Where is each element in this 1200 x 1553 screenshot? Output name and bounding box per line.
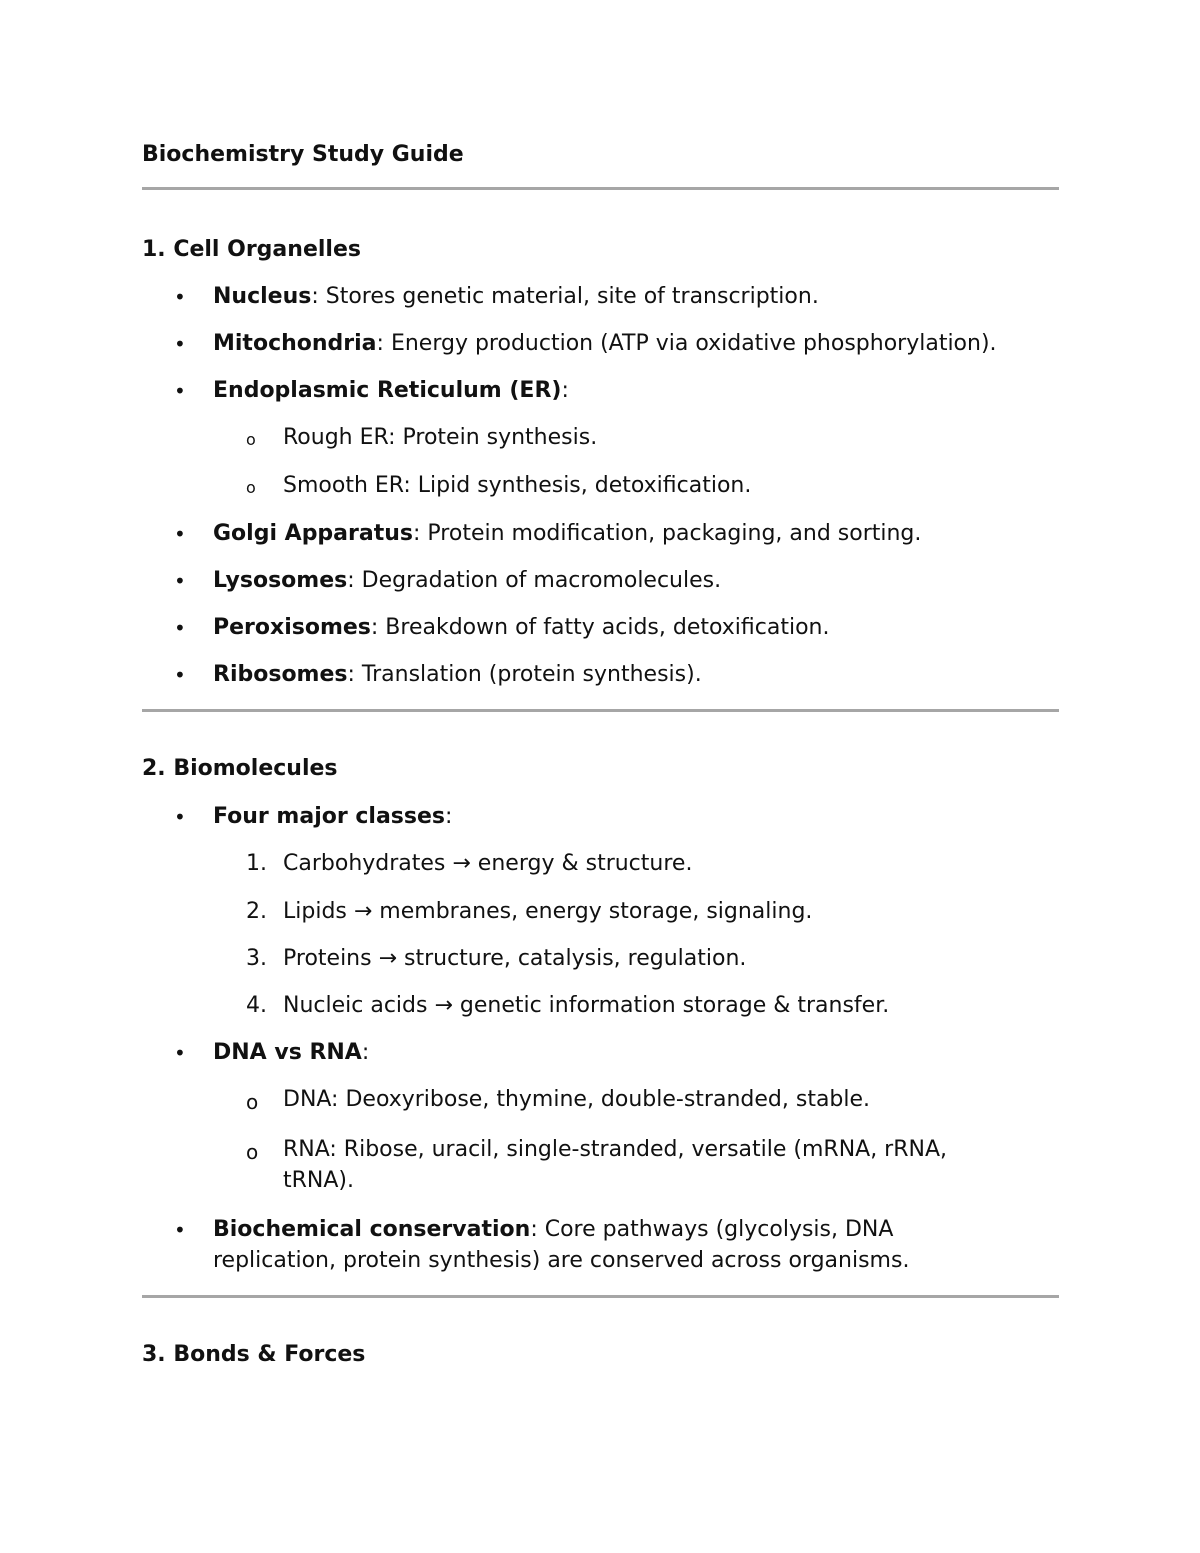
list-item-continued: replication, protein synthesis) are conserved across organisms.: [213, 1248, 910, 1273]
bullet-icon: •: [174, 616, 186, 640]
item-desc: Degradation of macromolecules.: [354, 568, 722, 593]
list-item: [213, 329, 997, 359]
bullet-icon: •: [174, 569, 186, 593]
list-item: [213, 802, 452, 832]
bullet-icon: •: [174, 379, 186, 403]
item-sep: :: [347, 568, 355, 593]
item-term: Biochemical conservation: [213, 1217, 531, 1242]
item-sep: :: [370, 615, 379, 640]
horizontal-rule: [142, 709, 1059, 712]
list-number: 1.: [246, 851, 267, 876]
item-sep: :: [445, 804, 453, 829]
horizontal-rule: [142, 1295, 1059, 1298]
bullet-icon: •: [174, 522, 186, 546]
item-desc: Core pathways (glycolysis, DNA: [537, 1217, 894, 1242]
list-item: [213, 660, 702, 690]
bullet-icon: •: [174, 805, 186, 829]
item-term: Ribosomes: [213, 662, 348, 687]
document-title: Biochemistry Study Guide: [142, 142, 464, 167]
numbered-item: Carbohydrates → energy & structure.: [283, 851, 693, 876]
item-term: Peroxisomes: [213, 615, 371, 640]
list-number: 4.: [246, 993, 267, 1018]
item-desc: Protein modification, packaging, and sorting.: [420, 521, 922, 546]
item-sep: :: [311, 284, 319, 309]
list-item: [213, 519, 921, 549]
item-sep: :: [561, 378, 569, 403]
list-number: 2.: [246, 899, 267, 924]
list-item: [213, 282, 819, 312]
list-item: [213, 1038, 369, 1068]
item-term: Four major classes: [213, 804, 445, 829]
item-sep: :: [376, 331, 384, 356]
list-item: [213, 566, 721, 596]
sub-list-item: Rough ER: Protein synthesis.: [283, 425, 598, 450]
bullet-icon: •: [174, 1218, 186, 1242]
item-desc: Stores genetic material, site of transcription.: [318, 284, 819, 309]
item-term: Lysosomes: [213, 568, 348, 593]
list-number: 3.: [246, 946, 267, 971]
sub-bullet-icon: o: [246, 1140, 259, 1164]
item-desc: Energy production (ATP via oxidative phosphorylation).: [383, 331, 997, 356]
item-term: Golgi Apparatus: [213, 521, 413, 546]
item-sep: :: [347, 662, 355, 687]
item-desc: Translation (protein synthesis).: [354, 662, 702, 687]
numbered-item: Lipids → membranes, energy storage, signaling.: [283, 899, 813, 924]
bullet-icon: •: [174, 285, 186, 309]
section-heading: 3. Bonds & Forces: [142, 1342, 366, 1367]
item-sep: :: [530, 1217, 538, 1242]
item-desc: Breakdown of fatty acids, detoxification.: [378, 615, 830, 640]
bullet-icon: •: [174, 1041, 186, 1065]
section-heading: 2. Biomolecules: [142, 756, 338, 781]
bullet-icon: •: [174, 663, 186, 687]
item-term: DNA vs RNA: [213, 1040, 362, 1065]
numbered-item: Proteins → structure, catalysis, regulation.: [283, 946, 747, 971]
sub-list-item-continued: tRNA).: [283, 1168, 354, 1193]
sub-bullet-icon: o: [246, 1090, 259, 1114]
list-item: [213, 376, 569, 406]
numbered-item: Nucleic acids → genetic information storage & transfer.: [283, 993, 890, 1018]
item-sep: :: [361, 1040, 370, 1065]
item-term: Mitochondria: [213, 331, 377, 356]
list-item: [213, 1215, 893, 1245]
sub-list-item: Smooth ER: Lipid synthesis, detoxification.: [283, 473, 752, 498]
section-heading: 1. Cell Organelles: [142, 237, 361, 262]
item-term: Nucleus: [213, 284, 312, 309]
list-item: [213, 613, 829, 643]
bullet-icon: •: [174, 332, 186, 356]
horizontal-rule: [142, 187, 1059, 190]
sub-list-item: RNA: Ribose, uracil, single-stranded, versatile (mRNA, rRNA,: [283, 1137, 948, 1162]
sub-bullet-icon: o: [246, 430, 256, 449]
item-term: Endoplasmic Reticulum (ER): [213, 378, 562, 403]
item-sep: :: [413, 521, 421, 546]
sub-list-item: DNA: Deoxyribose, thymine, double-stranded, stable.: [283, 1087, 871, 1112]
sub-bullet-icon: o: [246, 478, 256, 497]
